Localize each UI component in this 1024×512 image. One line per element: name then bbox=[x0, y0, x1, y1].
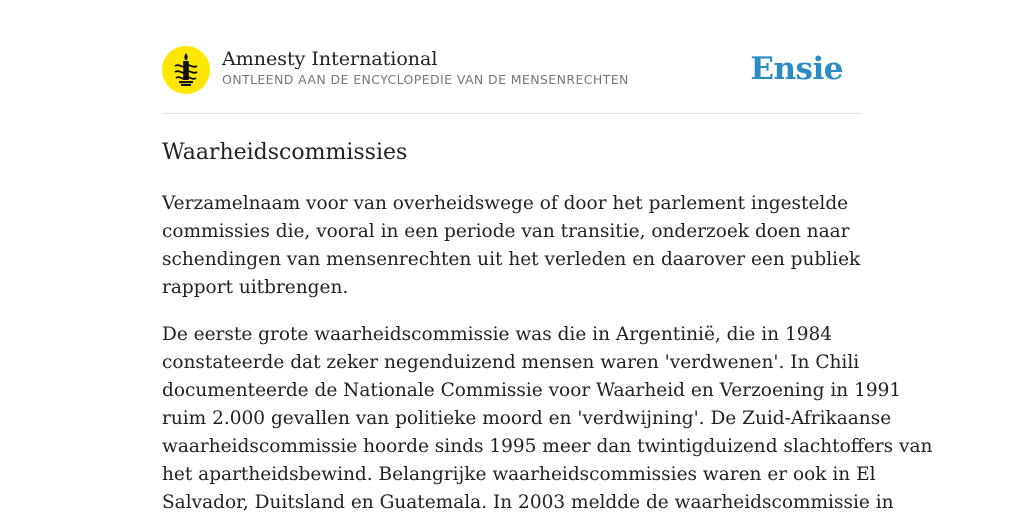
text-line: Verzamelnaam voor van overheidswege of door het parlement ingestelde bbox=[162, 193, 849, 214]
brand-subtitle: ONTLEEND AAN DE ENCYCLOPEDIE VAN DE MENSENRECHTEN bbox=[222, 72, 629, 87]
text-line: het apartheidsbewind. Belangrijke waarheidscommissies waren er ook in El bbox=[162, 464, 876, 485]
text-line: commissies die, vooral in een periode van transitie, onderzoek doen naar bbox=[162, 221, 850, 242]
text-line: ruim 2.000 gevallen van politieke moord en 'verdwijning'. De Zuid-Afrikaanse bbox=[162, 408, 892, 429]
amnesty-candle-icon[interactable] bbox=[162, 46, 210, 94]
brand bbox=[222, 47, 629, 88]
text-line: rapport uitbrengen. bbox=[162, 277, 349, 298]
text-line: schendingen van mensenrechten uit het verleden en daarover een publiek bbox=[162, 249, 861, 270]
article-title: Waarheidscommissies bbox=[162, 140, 408, 165]
header bbox=[162, 46, 862, 96]
header-divider bbox=[162, 113, 862, 114]
text-line: De eerste grote waarheidscommissie was die in Argentinië, die in 1984 bbox=[162, 324, 833, 345]
paragraph bbox=[162, 321, 933, 512]
brand-title[interactable]: Amnesty International bbox=[222, 48, 438, 70]
article-content bbox=[162, 190, 933, 512]
paragraph bbox=[162, 190, 862, 302]
ensie-logo[interactable]: Ensie bbox=[750, 51, 843, 87]
text-line: waarheidscommissie hoorde sinds 1995 meer dan twintigduizend slachtoffers van bbox=[162, 436, 933, 457]
text-line: constateerde dat zeker negenduizend mensen waren 'verdwenen'. In Chili bbox=[162, 352, 860, 373]
text-line: documenteerde de Nationale Commissie voor Waarheid en Verzoening in 1991 bbox=[162, 380, 902, 401]
text-line: Salvador, Duitsland en Guatemala. In 2003 meldde de waarheidscommissie in bbox=[162, 492, 894, 512]
